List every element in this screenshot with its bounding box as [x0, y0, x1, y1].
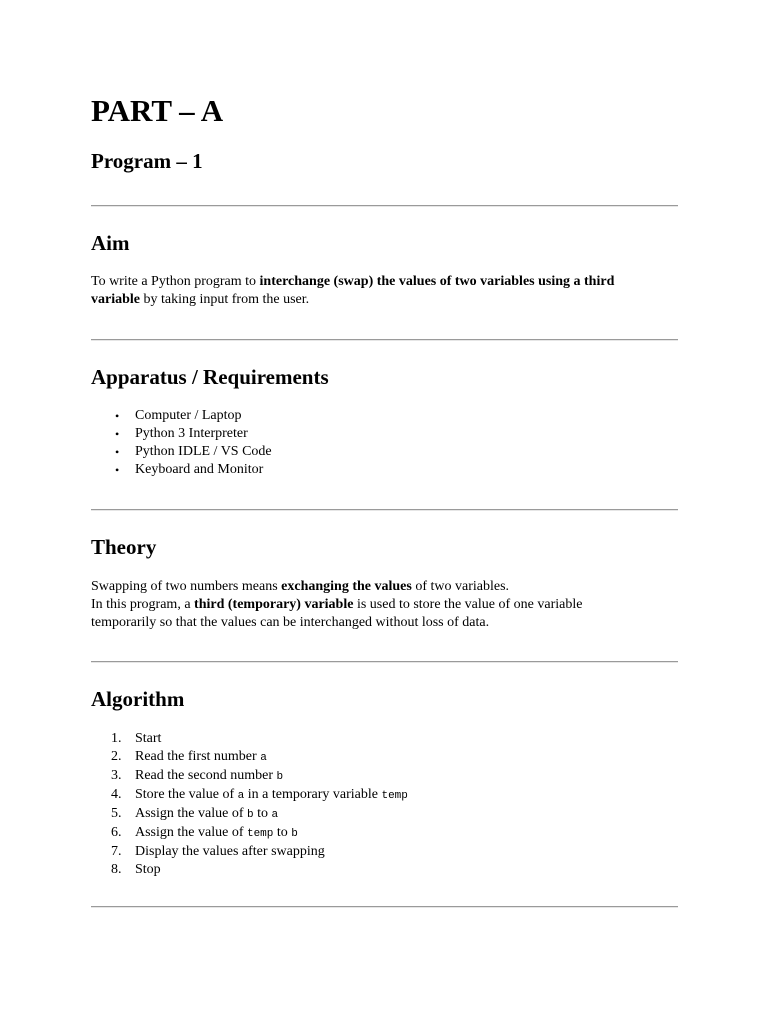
- step-number: 1.: [111, 731, 122, 746]
- algorithm-step: [91, 730, 408, 748]
- requirements-list: [91, 407, 272, 479]
- step-code: temp: [381, 790, 408, 802]
- step-code: b: [246, 809, 254, 821]
- step-text: Assign the value of: [135, 825, 247, 840]
- step-text: Read the first number: [135, 749, 261, 764]
- list-item: [91, 461, 272, 479]
- algorithm-steps: [91, 730, 408, 879]
- bullet-icon: •: [115, 463, 120, 477]
- step-number: 3.: [111, 768, 122, 783]
- step-text: Start: [135, 731, 162, 746]
- aim-bold-text: interchange (swap) the values of two variables using a third: [259, 274, 615, 289]
- step-number: 5.: [111, 806, 122, 821]
- aim-bold-text: variable: [91, 292, 140, 307]
- step-number: 2.: [111, 749, 122, 764]
- step-code: temp: [246, 828, 274, 840]
- theory-text: Swapping of two numbers means: [91, 579, 282, 594]
- theory-paragraph: [91, 578, 678, 632]
- list-item-text: Keyboard and Monitor: [135, 462, 264, 477]
- step-number: 8.: [111, 862, 122, 877]
- step-text: Display the values after swapping: [135, 844, 325, 859]
- aim-text: To write a Python program to: [91, 274, 260, 289]
- step-text: to: [273, 825, 292, 840]
- theory-bold-text: exchanging the values: [281, 579, 412, 594]
- algorithm-step: [91, 843, 408, 861]
- step-text: Read the second number: [135, 768, 277, 783]
- divider: [91, 906, 678, 908]
- list-item-text: Computer / Laptop: [135, 408, 242, 423]
- theory-line-2: [91, 596, 678, 614]
- step-text: Assign the value of: [135, 806, 247, 821]
- step-code: b: [276, 771, 284, 783]
- step-text: Store the value of: [135, 787, 238, 802]
- step-number: 7.: [111, 844, 122, 859]
- bullet-icon: •: [115, 445, 120, 459]
- list-item: [91, 407, 272, 425]
- algorithm-step: [91, 767, 408, 786]
- list-item: [91, 443, 272, 461]
- step-text: in a temporary variable: [244, 787, 382, 802]
- theory-text: In this program, a: [91, 597, 195, 612]
- bullet-icon: •: [115, 409, 120, 423]
- theory-text: of two variables.: [411, 579, 510, 594]
- theory-text: is used to store the value of one variable: [353, 597, 583, 612]
- part-heading: PART – A: [91, 93, 224, 128]
- list-item-text: Python IDLE / VS Code: [135, 444, 272, 459]
- step-number: 4.: [111, 787, 122, 802]
- program-title: Program – 1: [91, 149, 203, 173]
- aim-line-1: [91, 273, 678, 291]
- aim-line-2: [91, 291, 678, 309]
- step-code: b: [291, 828, 298, 840]
- list-item: [91, 425, 272, 443]
- apparatus-heading: Apparatus / Requirements: [91, 365, 329, 389]
- step-number: 6.: [111, 825, 122, 840]
- step-code: a: [260, 752, 267, 764]
- theory-bold-text: third (temporary) variable: [194, 597, 354, 612]
- step-code: a: [237, 790, 245, 802]
- algorithm-step: [91, 805, 408, 824]
- algorithm-step: [91, 786, 408, 805]
- aim-heading: Aim: [91, 231, 130, 255]
- theory-line-1: [91, 578, 678, 596]
- theory-line-3: temporarily so that the values can be interchanged without loss of data.: [91, 615, 490, 630]
- divider: [91, 509, 678, 511]
- step-code: a: [271, 809, 279, 821]
- list-item-text: Python 3 Interpreter: [135, 426, 248, 441]
- algorithm-step: [91, 748, 408, 767]
- algorithm-heading: Algorithm: [91, 687, 185, 711]
- bullet-icon: •: [115, 427, 120, 441]
- algorithm-step: [91, 824, 408, 843]
- divider: [91, 339, 678, 341]
- theory-heading: Theory: [91, 535, 157, 559]
- step-text: to: [253, 806, 272, 821]
- divider: [91, 661, 678, 663]
- divider: [91, 205, 678, 207]
- aim-text: by taking input from the user.: [140, 292, 310, 307]
- aim-paragraph: [91, 273, 678, 309]
- algorithm-step: [91, 861, 408, 879]
- step-text: Stop: [135, 862, 161, 877]
